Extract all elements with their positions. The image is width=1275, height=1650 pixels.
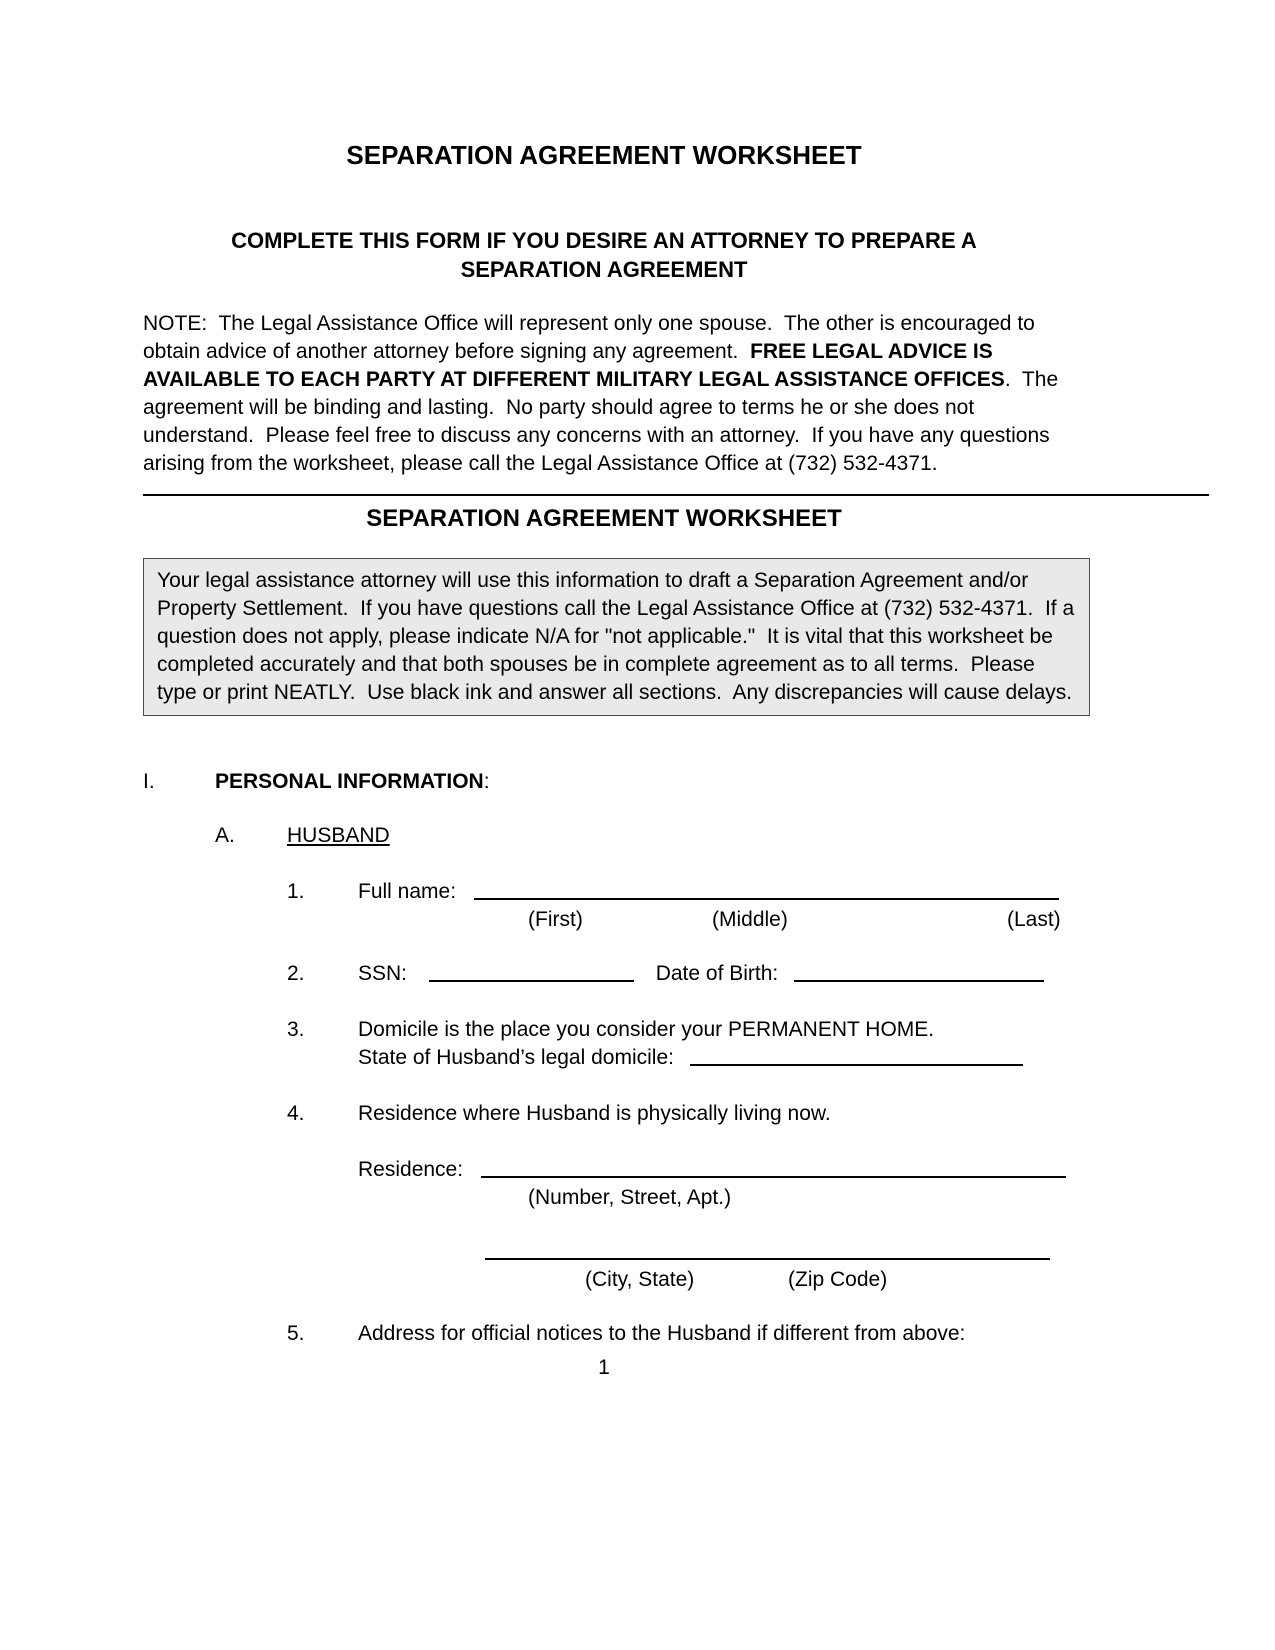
- domicile-label: State of Husband’s legal domicile:: [358, 1046, 674, 1069]
- residence-street-blank: [481, 1158, 1066, 1178]
- subsection-letter: A.: [215, 824, 235, 847]
- item-residence: [287, 1100, 1275, 1128]
- worksheet-heading: SEPARATION AGREEMENT WORKSHEET: [366, 505, 842, 532]
- caption-first: (First): [528, 908, 583, 931]
- caption-city-state: (City, State): [585, 1268, 695, 1291]
- item-number-2: 2.: [287, 962, 305, 985]
- subtitle-line-1: COMPLETE THIS FORM IF YOU DESIRE AN ATTORNEY TO PREPARE A: [231, 228, 977, 253]
- section-numeral: I.: [143, 770, 155, 793]
- note-text-suffix: . The agreement will be binding and lasting. No party should agree to terms he or she does not understand. Please feel free to discuss any concerns with an attorney. If you have any questions arising from the worksheet, please call the Legal Assistance Office at (732) 532-4371.: [143, 368, 1064, 475]
- ssn-label: SSN:: [358, 962, 408, 985]
- full-name-blank: [474, 880, 1059, 900]
- subsection-title: HUSBAND: [287, 824, 390, 847]
- section-personal-information: [143, 768, 1275, 796]
- document-subtitle: [143, 226, 1065, 284]
- document-title: SEPARATION AGREEMENT WORKSHEET: [346, 140, 862, 170]
- caption-last: (Last): [1007, 908, 1061, 931]
- note-text-bold: FREE LEGAL ADVICE IS AVAILABLE TO EACH PARTY AT DIFFERENT MILITARY LEGAL ASSISTANCE OFFICES: [143, 340, 1005, 391]
- residence-city-blank: [485, 1240, 1050, 1260]
- full-name-captions: [143, 906, 1275, 934]
- domicile-line-2: [358, 1044, 1275, 1072]
- residence-street-caption-row: [143, 1184, 1275, 1212]
- note-text-prefix: NOTE: The Legal Assistance Office will represent only one spouse. The other is encouraged to obtain advice of another attorney before signing any agreement.: [143, 312, 1041, 363]
- item-body-official-notices: Address for official notices to the Husband if different from above:: [358, 1322, 966, 1345]
- item-body-ssn-dob: [358, 960, 1275, 988]
- residence-city-caption-row: [143, 1266, 1275, 1294]
- item-body-domicile: [358, 1016, 1275, 1072]
- dob-label: Date of Birth:: [655, 962, 779, 985]
- domicile-line-1: Domicile is the place you consider your PERMANENT HOME.: [358, 1018, 935, 1041]
- domicile-blank: [690, 1046, 1023, 1066]
- full-name-label: Full name:: [358, 880, 457, 903]
- item-domicile: [287, 1016, 1275, 1072]
- item-number-4: 4.: [287, 1102, 305, 1125]
- subsection-husband: [215, 822, 1275, 850]
- page-number: 1: [598, 1356, 610, 1379]
- residence-label: Residence:: [358, 1158, 464, 1181]
- item-body-full-name: [358, 878, 1275, 906]
- item-official-notices: [287, 1320, 1275, 1348]
- residence-address-row: [358, 1156, 1275, 1184]
- residence-city-row: [485, 1238, 1275, 1266]
- caption-zip-code: (Zip Code): [788, 1268, 888, 1291]
- caption-middle: (Middle): [712, 908, 788, 931]
- ssn-blank: [429, 962, 634, 982]
- item-number-1: 1.: [287, 880, 305, 903]
- caption-number-street-apt: (Number, Street, Apt.): [528, 1186, 732, 1209]
- section-title-colon: :: [483, 770, 490, 793]
- section-title-text: PERSONAL INFORMATION: [215, 770, 484, 793]
- instructions-box: Your legal assistance attorney will use this information to draft a Separation Agreement and/or Property Settlement. If you have questions call the Legal Assistance Office at (732) 532-4371. If a question does not apply, please indicate N/A for "not applicable." It is vital that this worksheet be completed accurately and that both spouses be in complete agreement as to all terms. Please type or print NEATLY. Use black ink and answer all sections. Any discrepancies will cause delays.: [143, 558, 1090, 716]
- section-title: [215, 768, 490, 796]
- item-ssn-dob: [287, 960, 1275, 988]
- horizontal-divider: [143, 494, 1209, 496]
- item-number-5: 5.: [287, 1322, 305, 1345]
- subtitle-line-2: SEPARATION AGREEMENT: [460, 257, 748, 282]
- item-number-3: 3.: [287, 1018, 305, 1041]
- note-paragraph: [143, 310, 1069, 478]
- item-body-residence: Residence where Husband is physically living now.: [358, 1102, 831, 1125]
- item-full-name: [287, 878, 1275, 906]
- dob-blank: [794, 962, 1044, 982]
